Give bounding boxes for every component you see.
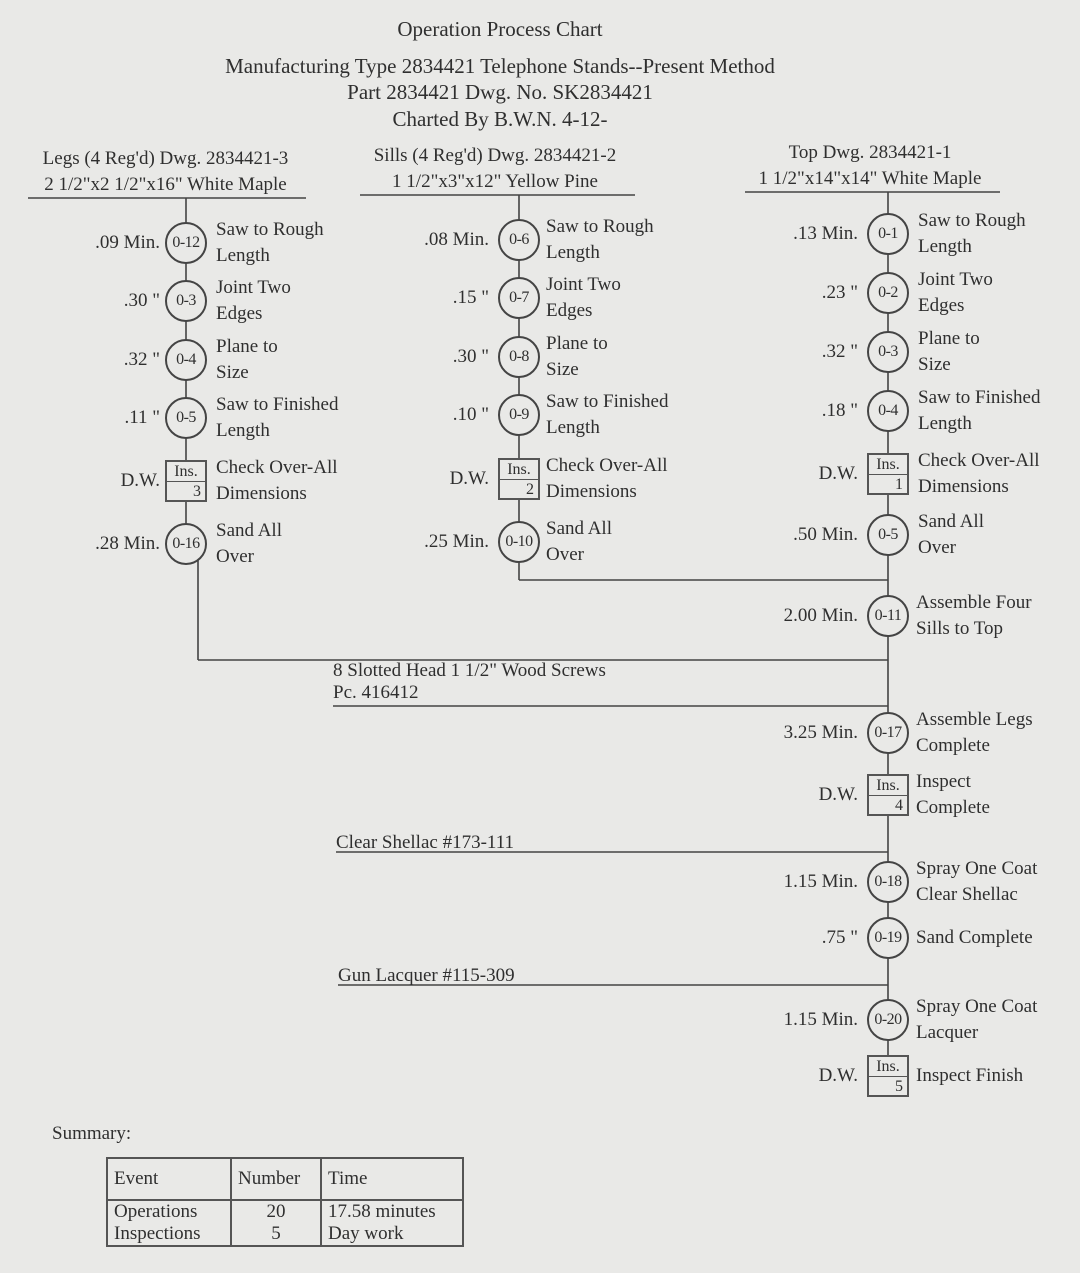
inspection-label: Ins. — [167, 462, 205, 482]
part-number: Part 2834421 Dwg. No. SK2834421 — [347, 80, 653, 104]
operation-symbol: 0-10 — [498, 521, 540, 563]
inspection-number: 1 — [895, 476, 903, 493]
step-time: D.W. — [120, 470, 160, 491]
step-description-line1: Saw to Finished — [546, 391, 669, 412]
step-time: .30 " — [123, 290, 160, 311]
step-description — [216, 392, 338, 444]
chart-title: Operation Process Chart — [397, 17, 603, 41]
summary-header-event: Event — [107, 1158, 231, 1200]
step-time: .32 " — [123, 349, 160, 370]
step-description-line1: Plane to — [918, 328, 980, 349]
operation-symbol: 0-19 — [867, 917, 909, 959]
charted-by: Charted By B.W.N. 4-12- — [392, 107, 608, 131]
step-description — [916, 856, 1037, 908]
inspection-symbol — [498, 458, 540, 500]
operation-symbol: 0-18 — [867, 861, 909, 903]
material-screws — [333, 660, 606, 704]
step-description — [216, 455, 338, 507]
step-description-line1: Check Over-All — [546, 455, 668, 476]
step-time: .25 Min. — [424, 531, 489, 552]
step-description — [546, 272, 621, 324]
step-time: .28 Min. — [95, 533, 160, 554]
inspection-number: 2 — [526, 481, 534, 498]
step-description — [916, 590, 1032, 642]
step-description-line1: Check Over-All — [918, 450, 1040, 471]
step-description-line1: Plane to — [216, 336, 278, 357]
step-description-line2: Sills to Top — [916, 618, 1004, 639]
step-description — [216, 217, 324, 269]
step-time: .18 " — [821, 400, 858, 421]
operation-symbol: 0-1 — [867, 213, 909, 255]
step-description — [918, 208, 1026, 260]
step-time: .09 Min. — [95, 232, 160, 253]
step-description-line1: Spray One Coat — [916, 996, 1038, 1017]
operation-symbol: 0-6 — [498, 219, 540, 261]
step-description-line1: Saw to Finished — [216, 394, 339, 415]
summary-table — [106, 1157, 464, 1247]
step-time: .30 " — [452, 346, 489, 367]
operation-symbol: 0-16 — [165, 523, 207, 565]
step-description-line2: Over — [216, 546, 254, 567]
operation-symbol: 0-4 — [867, 390, 909, 432]
step-description — [216, 275, 291, 327]
step-description-line1: Sand All — [918, 511, 984, 532]
step-description — [916, 707, 1033, 759]
inspection-label: Ins. — [869, 1057, 907, 1077]
material-header-line2: 2 1/2"x2 1/2"x16" White Maple — [44, 174, 287, 195]
material-header-line2: 1 1/2"x3"x12" Yellow Pine — [392, 171, 598, 192]
material-lacquer: Gun Lacquer #115-309 — [338, 965, 515, 986]
step-description-line1: Saw to Rough — [216, 219, 324, 240]
step-time: .10 " — [452, 404, 489, 425]
material-header-0 — [28, 146, 303, 198]
step-description-line2: Complete — [916, 735, 990, 756]
inspection-symbol — [867, 453, 909, 495]
material-header-line2: 1 1/2"x14"x14" White Maple — [758, 168, 982, 189]
operation-symbol: 0-11 — [867, 595, 909, 637]
step-description-line2: Edges — [546, 300, 593, 321]
step-description-line2: Lacquer — [916, 1022, 979, 1043]
summary-times: 17.58 minutes Day work — [321, 1200, 463, 1246]
step-description-line1: Spray One Coat — [916, 858, 1038, 879]
chart-subtitle: Manufacturing Type 2834421 Telephone Stands--Present Method — [225, 54, 775, 78]
inspection-label: Ins. — [869, 455, 907, 475]
step-time: D.W. — [818, 1065, 858, 1086]
step-description-line2: Size — [918, 354, 951, 375]
step-description-line1: Joint Two — [546, 274, 621, 295]
step-description — [918, 267, 993, 319]
inspection-label: Ins. — [869, 776, 907, 796]
operation-symbol: 0-7 — [498, 277, 540, 319]
step-description-line2: Length — [546, 417, 600, 438]
step-description-line2: Dimensions — [918, 476, 1009, 497]
step-description-line1: Saw to Rough — [918, 210, 1026, 231]
step-time: 2.00 Min. — [783, 605, 858, 626]
summary-events: Operations Inspections — [107, 1200, 231, 1246]
step-time: 3.25 Min. — [783, 722, 858, 743]
step-description-line1: Sand All — [216, 520, 282, 541]
inspection-symbol — [165, 460, 207, 502]
inspection-symbol — [867, 1055, 909, 1097]
step-description-line1: Sand All — [546, 518, 612, 539]
step-description — [546, 214, 654, 266]
step-description-line1: Inspect — [916, 771, 971, 792]
step-description — [918, 385, 1040, 437]
step-time: .50 Min. — [793, 524, 858, 545]
step-description-line2: Length — [918, 236, 972, 257]
step-description — [216, 334, 278, 386]
step-description — [546, 453, 668, 505]
step-description-line1: Saw to Finished — [918, 387, 1041, 408]
step-description-line1: Assemble Legs — [916, 709, 1033, 730]
step-time: .13 Min. — [793, 223, 858, 244]
screws-piece-number: Pc. 416412 — [333, 682, 419, 703]
summary-header-row — [107, 1158, 463, 1200]
step-time: D.W. — [818, 784, 858, 805]
step-description-line1: Plane to — [546, 333, 608, 354]
step-description-line1: Joint Two — [216, 277, 291, 298]
screws-description: 8 Slotted Head 1 1/2" Wood Screws — [333, 660, 606, 681]
step-time: .32 " — [821, 341, 858, 362]
operation-symbol: 0-5 — [165, 397, 207, 439]
step-description — [546, 331, 608, 383]
operation-symbol: 0-2 — [867, 272, 909, 314]
material-header-line1: Legs (4 Reg'd) Dwg. 2834421-3 — [42, 148, 289, 169]
step-description-line2: Size — [216, 362, 249, 383]
step-time: .11 " — [124, 407, 160, 428]
inspection-number: 3 — [193, 483, 201, 500]
step-description-line2: Length — [216, 420, 270, 441]
step-description-line2: Length — [216, 245, 270, 266]
step-description — [918, 326, 980, 378]
step-time: 1.15 Min. — [783, 871, 858, 892]
step-description-line2: Over — [918, 537, 956, 558]
step-description-line2: Length — [546, 242, 600, 263]
step-description-line2: Dimensions — [216, 483, 307, 504]
step-description-line2: Clear Shellac — [916, 884, 1018, 905]
operation-symbol: 0-20 — [867, 999, 909, 1041]
step-description-line2: Edges — [918, 295, 965, 316]
step-time: .23 " — [821, 282, 858, 303]
step-description: Inspect Finish — [916, 1065, 1024, 1086]
operation-symbol: 0-5 — [867, 514, 909, 556]
step-description — [216, 518, 282, 570]
material-header-2 — [745, 140, 995, 192]
summary-header-time: Time — [321, 1158, 463, 1200]
step-description-line2: Size — [546, 359, 579, 380]
material-header-line1: Sills (4 Reg'd) Dwg. 2834421-2 — [373, 145, 617, 166]
step-time: .15 " — [452, 287, 489, 308]
summary-label: Summary: — [52, 1123, 132, 1144]
material-header-line1: Top Dwg. 2834421-1 — [788, 142, 952, 163]
step-description-line1: Assemble Four — [916, 592, 1032, 613]
step-description-line2: Complete — [916, 797, 990, 818]
step-description-line2: Length — [918, 413, 972, 434]
summary-header-number: Number — [231, 1158, 321, 1200]
operation-symbol: 0-17 — [867, 712, 909, 754]
step-description — [918, 448, 1040, 500]
step-time: .75 " — [821, 927, 858, 948]
inspection-label: Ins. — [500, 460, 538, 480]
inspection-symbol — [867, 774, 909, 816]
step-description — [916, 769, 990, 821]
step-description-line2: Over — [546, 544, 584, 565]
operation-symbol: 0-12 — [165, 222, 207, 264]
step-time: D.W. — [449, 468, 489, 489]
step-description — [546, 516, 612, 568]
inspection-number: 5 — [895, 1078, 903, 1095]
step-time: 1.15 Min. — [783, 1009, 858, 1030]
step-description-line1: Joint Two — [918, 269, 993, 290]
operation-symbol: 0-4 — [165, 339, 207, 381]
step-time: .08 Min. — [424, 229, 489, 250]
step-description — [546, 389, 668, 441]
step-description-line1: Saw to Rough — [546, 216, 654, 237]
material-header-1 — [360, 143, 630, 195]
step-time: D.W. — [818, 463, 858, 484]
step-description — [918, 509, 984, 561]
summary-numbers: 20 5 — [231, 1200, 321, 1246]
operation-symbol: 0-8 — [498, 336, 540, 378]
step-description — [916, 994, 1037, 1046]
step-description: Sand Complete — [916, 927, 1033, 948]
step-description-line2: Dimensions — [546, 481, 637, 502]
step-description-line1: Check Over-All — [216, 457, 338, 478]
step-description-line2: Edges — [216, 303, 263, 324]
operation-symbol: 0-3 — [165, 280, 207, 322]
operation-symbol: 0-3 — [867, 331, 909, 373]
summary-data-row — [107, 1200, 463, 1246]
material-shellac: Clear Shellac #173-111 — [336, 832, 514, 853]
operation-symbol: 0-9 — [498, 394, 540, 436]
inspection-number: 4 — [895, 797, 903, 814]
